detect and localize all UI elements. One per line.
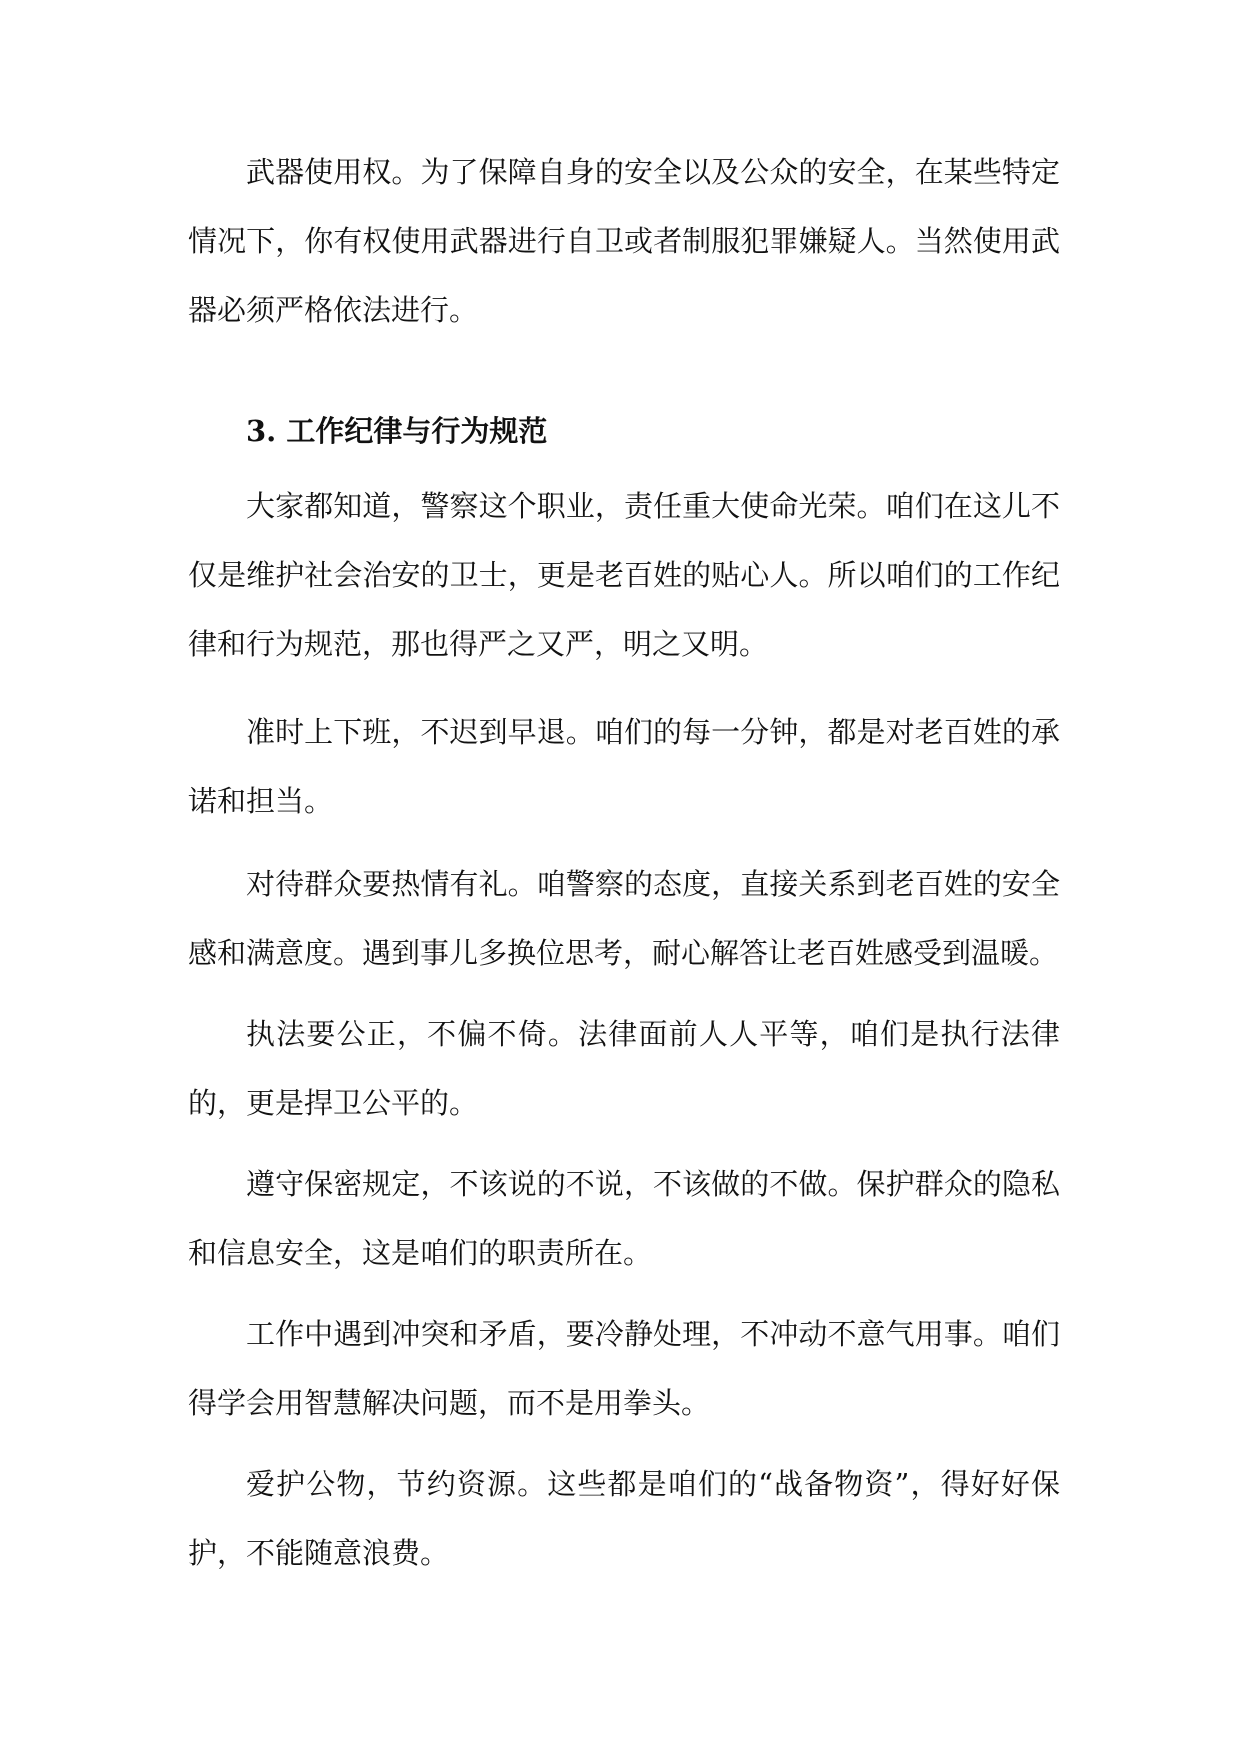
paragraph-conflict-handling: 工作中遇到冲突和矛盾，要冷静处理，不冲动不意气用事。咱们得学会用智慧解决问题，而不是用拳头。 xyxy=(188,1317,1060,1420)
paragraph-fairness: 执法要公正，不偏不倚。法律面前人人平等，咱们是执行法律的，更是捍卫公平的。 xyxy=(188,1017,1060,1120)
paragraph-intro: 大家都知道，警察这个职业，责任重大使命光荣。咱们在这儿不仅是维护社会治安的卫士，更是老百姓的贴心人。所以咱们的工作纪律和行为规范，那也得严之又严，明之又明。 xyxy=(188,489,1060,661)
section-heading: 3. 工作纪律与行为规范 xyxy=(246,414,548,448)
paragraph-weapon-rights: 武器使用权。为了保障自身的安全以及公众的安全，在某些特定情况下，你有权使用武器进行自卫或者制服犯罪嫌疑人。当然使用武器必须严格依法进行。 xyxy=(188,155,1060,327)
paragraph-punctuality: 准时上下班，不迟到早退。咱们的每一分钟，都是对老百姓的承诺和担当。 xyxy=(188,715,1060,818)
paragraph-confidentiality: 遵守保密规定，不该说的不说，不该做的不做。保护群众的隐私和信息安全，这是咱们的职责所在。 xyxy=(188,1167,1060,1270)
paragraph-public-property: 爱护公物，节约资源。这些都是咱们的“战备物资”，得好好保护，不能随意浪费。 xyxy=(188,1467,1060,1570)
paragraph-courtesy: 对待群众要热情有礼。咱警察的态度，直接关系到老百姓的安全感和满意度。遇到事儿多换位思考，耐心解答让老百姓感受到温暖。 xyxy=(188,867,1060,970)
